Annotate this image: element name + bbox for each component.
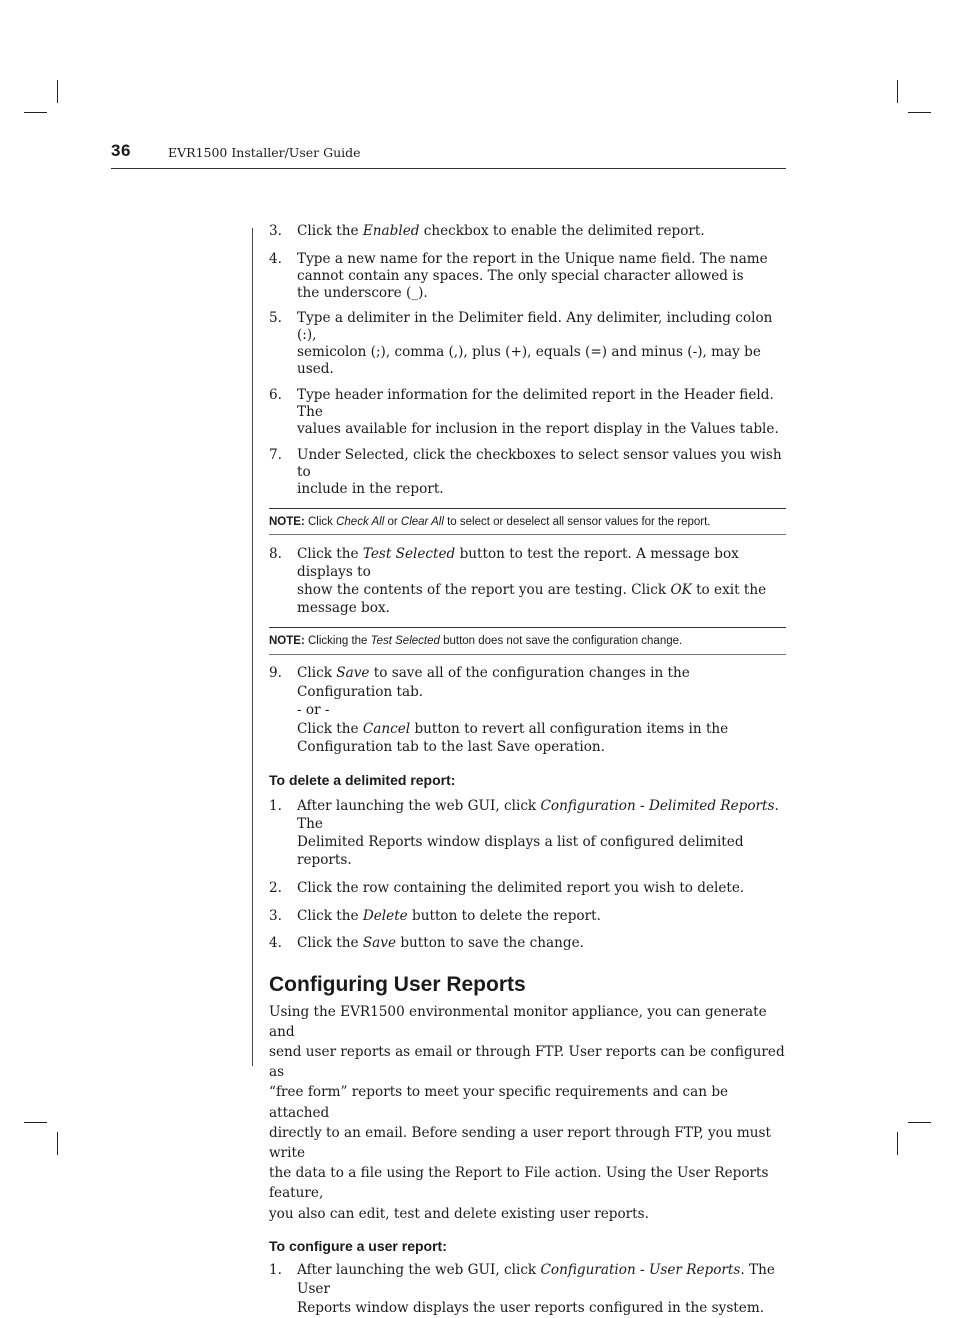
subheading-configure: To configure a user report: [269,1237,447,1254]
header-rule [111,168,786,169]
list-item: 2. Click the row containing the delimited report you wish to delete. [269,879,745,896]
section-paragraph: Using the EVR1500 environmental monitor appliance, you can generate and send user reports as email or through FTP. User reports can be configured as “free form” reports to meet your specific requirements and can be attached directly to an email. Before sending a user report through FTP, you must write the data to a file using the Report to File action. Using the User Reports feature, you also can edit, test and delete existing user reports. [269,1003,785,1222]
step-text: Click the Save button to save the change. [297,934,584,951]
note-box [269,627,786,655]
crop-mark [908,112,931,113]
crop-mark [897,1132,898,1155]
step-text: After launching the web GUI, click Configuration - Delimited Reports. The Delimited Reports window displays a list of configured delimited reports. [297,797,779,868]
running-header: EVR1500 Installer/User Guide [168,145,361,160]
step-text: Click the Test Selected button to test the report. A message box displays to show the contents of the report you are testing. Click OK to exit the message box. [297,546,767,616]
step-text: Click Save to save all of the configuration changes in the Configuration tab. - or - Click the Cancel button to revert all configuration items in the Configuration tab to the last Save operation. [297,665,729,755]
page-number: 36 [111,141,131,160]
note-box [269,508,786,535]
step-text: Type a delimiter in the Delimiter field. Any delimiter, including colon (:), semicolon (;), comma (,), plus (+), equals (=) and minus (-), may be used. [297,310,773,377]
steps-list [269,1261,786,1318]
list-item: 1. After launching the web GUI, click Configuration - Delimited Reports. The Delimited Reports window displays a list of configured delimited reports. [269,797,779,868]
section-heading: Configuring User Reports [269,972,526,996]
steps-list [269,223,786,498]
list-item: 1. After launching the web GUI, click Configuration - User Reports. The User Reports window displays the user reports configured in the system. [269,1261,775,1316]
subheading-delete: To delete a delimited report: [269,771,456,788]
step-text: Click the Enabled checkbox to enable the delimited report. [297,223,705,239]
list-item: 4. Type a new name for the report in the Unique name field. The name cannot contain any spaces. The only special character allowed is the underscore (_). [269,251,768,301]
list-item: 3. Click the Delete button to delete the report. [269,907,601,924]
list-item: 7. Under Selected, click the checkboxes to select sensor values you wish to include in the report. [269,447,782,497]
note-label: NOTE: [269,635,305,647]
step-text: After launching the web GUI, click Configuration - User Reports. The User Reports window displays the user reports configured in the system. [297,1261,775,1316]
step-text: Type a new name for the report in the Unique name field. The name cannot contain any spaces. The only special character allowed is the underscore (_). [297,251,768,301]
page-body [269,223,786,1318]
list-item: 6. Type header information for the delimited report in the Header field. The values available for inclusion in the report display in the Values table. [269,387,779,437]
list-item: 4. Click the Save button to save the change. [269,934,584,951]
crop-mark [57,1132,58,1155]
list-item: 3. Click the Enabled checkbox to enable the delimited report. [269,223,705,239]
note-label: NOTE: [269,516,305,528]
step-text: Under Selected, click the checkboxes to select sensor values you wish to include in the report. [297,447,782,497]
note-text: Click Check All or Clear All to select or deselect all sensor values for the report. [307,516,711,528]
crop-mark [908,1122,931,1123]
list-item: 8. Click the Test Selected button to test the report. A message box displays to show the contents of the report you are testing. Click OK to exit the message box. [269,546,767,616]
step-text: Click the row containing the delimited report you wish to delete. [297,879,745,896]
step-text: Type header information for the delimited report in the Header field. The values available for inclusion in the report display in the Values table. [297,387,779,437]
list-item: 5. Type a delimiter in the Delimiter field. Any delimiter, including colon (:), semicolon (;), comma (,), plus (+), equals (=) and minus (-), may be used. [269,310,773,377]
crop-mark [24,1122,47,1123]
crop-mark [24,112,47,113]
crop-mark [897,80,898,103]
step-text: Click the Delete button to delete the report. [297,907,601,924]
change-bar [252,228,253,1066]
note-text: Clicking the Test Selected button does not save the configuration change. [307,635,683,647]
list-item: 9. Click Save to save all of the configuration changes in the Configuration tab. - or - Click the Cancel button to revert all configuration items in the Configuration tab to the last Save operation. [269,665,729,755]
crop-mark [57,80,58,103]
steps-list [269,797,786,952]
